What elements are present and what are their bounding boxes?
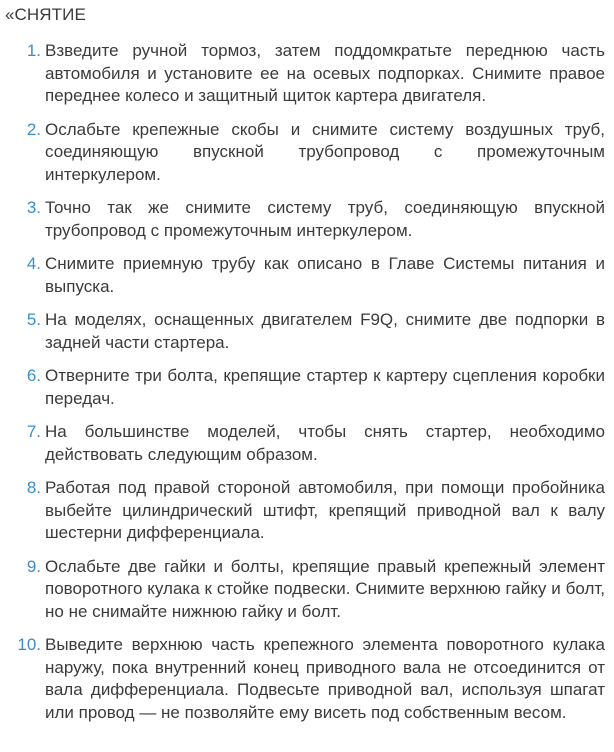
step-item-10 bbox=[0, 634, 614, 724]
step-text: Снимите приемную трубу как описано в Главе Системы питания и выпуска. bbox=[45, 254, 605, 296]
step-number: 10. bbox=[17, 635, 41, 654]
step-text: Работая под правой стороной автомобиля, при помощи пробойника выбейте цилиндрический штифт, крепящий приводной вал к валу шестерни дифференциала. bbox=[45, 478, 605, 542]
step-number: 1. bbox=[26, 41, 41, 60]
step-number: 3. bbox=[26, 198, 41, 217]
step-text: Ослабьте крепежные скобы и снимите систему воздушных труб, соединяющую впускной трубопровод с промежуточным интеркулером. bbox=[45, 119, 605, 184]
step-item-6 bbox=[0, 365, 614, 410]
step-item-5 bbox=[0, 309, 614, 354]
step-number: 9. bbox=[26, 556, 41, 576]
step-text: Ослабьте две гайки и болты, крепящие правый крепежный элемент поворотного кулака к стойке подвески. Снимите верхнюю гайку и болт, но не снимайте нижнюю гайку и болт. bbox=[45, 556, 605, 621]
step-text: На моделях, оснащенных двигателем F9Q, снимите две подпорки в задней части стартера. bbox=[45, 310, 605, 352]
step-text: Взведите ручной тормоз, затем поддомкратьте переднюю часть автомобиля и установите ее на осевых подпорках. Снимите правое переднее колесо и защитный щиток картера двигателя. bbox=[45, 41, 605, 105]
step-item-4 bbox=[0, 253, 614, 298]
step-item-7 bbox=[0, 421, 614, 466]
step-text: Точно так же снимите систему труб, соединяющую впускной трубопровод с промежуточным интеркулером. bbox=[45, 198, 605, 240]
step-item-2 bbox=[0, 119, 614, 187]
step-item-8 bbox=[0, 477, 614, 545]
step-number: 4. bbox=[26, 254, 41, 273]
step-text: Отверните три болта, крепящие стартер к картеру сцепления коробки передач. bbox=[45, 366, 605, 408]
step-item-9 bbox=[0, 556, 614, 624]
step-number: 2. bbox=[26, 119, 41, 139]
section-heading: «СНЯТИЕ bbox=[5, 5, 86, 24]
step-item-3 bbox=[0, 197, 614, 242]
step-text: Выведите верхнюю часть крепежного элемента поворотного кулака наружу, пока внутренний конец приводного вала не отсоединится от вала дифференциала. Подвесьте приводной вал, используя шпагат или провод — не позволяйте ему висеть под собственным весом. bbox=[45, 635, 605, 722]
step-item-1 bbox=[0, 40, 614, 108]
removal-steps-list bbox=[0, 40, 614, 735]
step-number: 7. bbox=[26, 422, 41, 441]
step-number: 6. bbox=[26, 366, 41, 385]
step-text: На большинстве моделей, чтобы снять стартер, необходимо действовать следующим образом. bbox=[45, 422, 605, 464]
step-number: 8. bbox=[26, 478, 41, 497]
step-number: 5. bbox=[26, 310, 41, 329]
